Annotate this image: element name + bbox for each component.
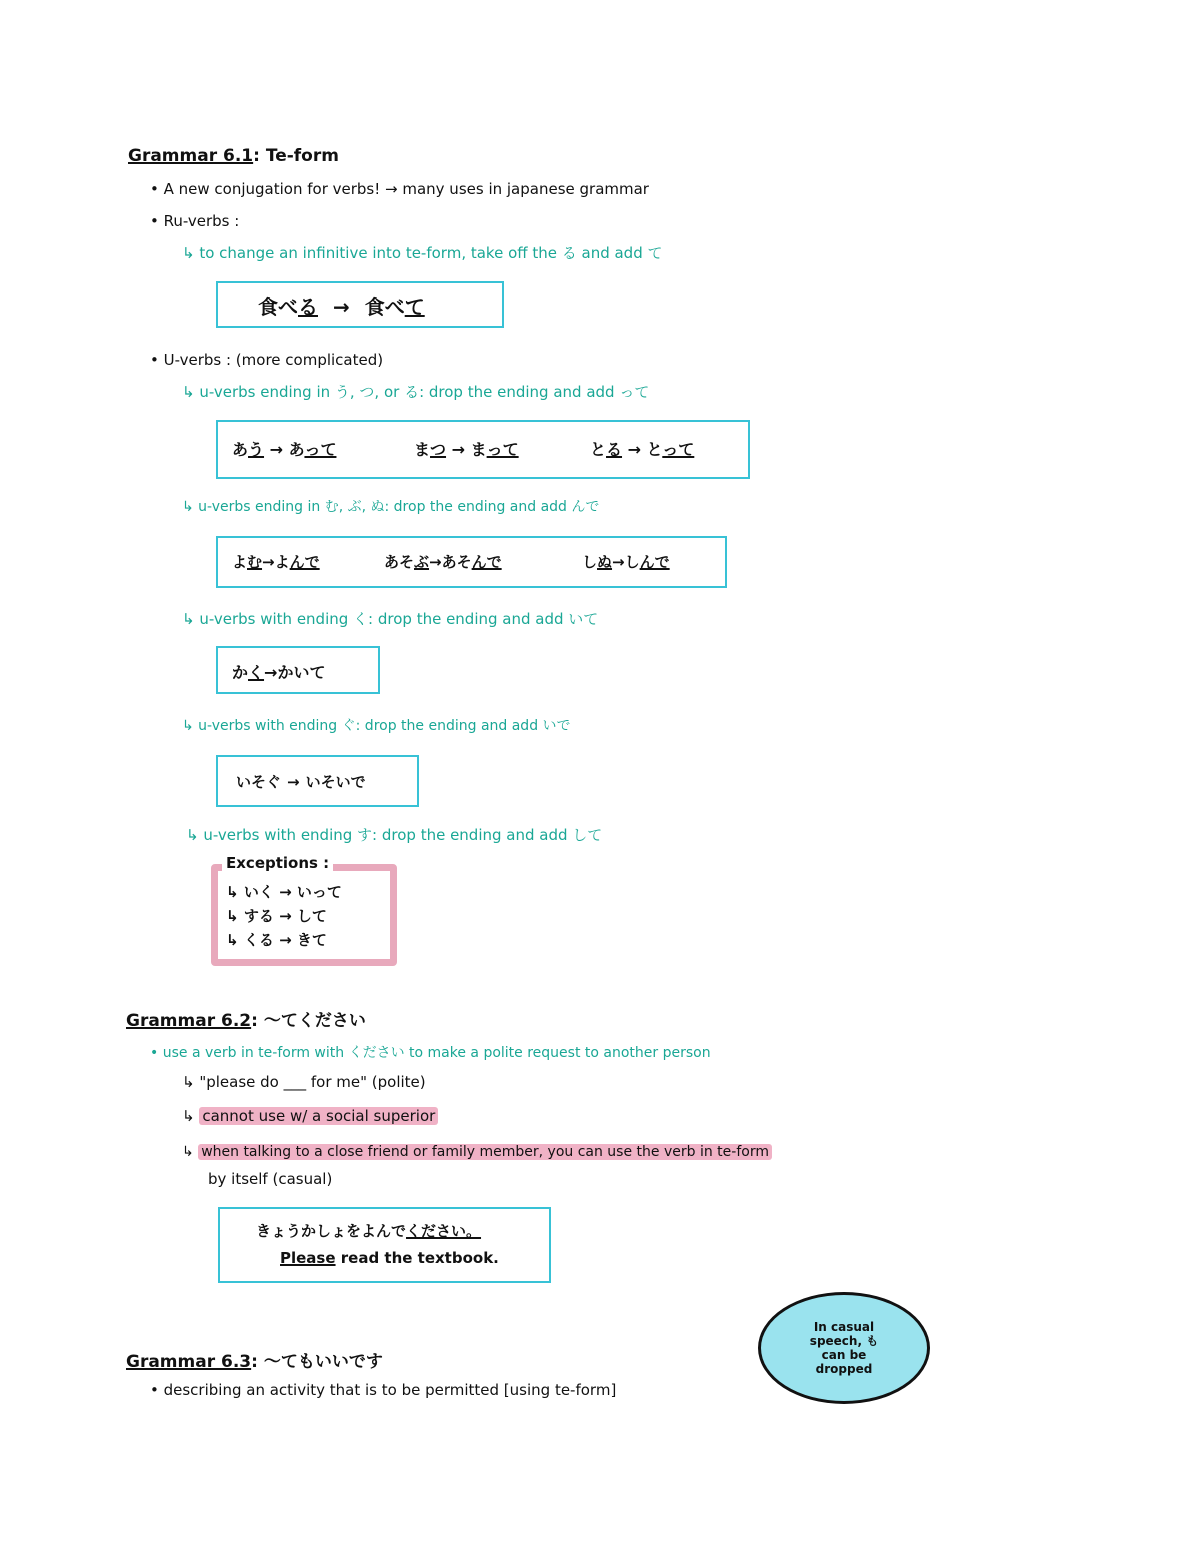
example-ru: 食べる → 食べて <box>258 295 425 319</box>
example-asobu: あそぶ→あそんで <box>384 553 502 571</box>
example-kudasai-jp: きょうかしょをよんでください。 <box>256 1222 482 1240</box>
highlight-casual: when talking to a close friend or family member, you can use the verb in te-form <box>198 1144 772 1160</box>
rule-ku: ↳ u-verbs with ending く: drop the ending and add いて <box>182 610 599 628</box>
heading-grammar-6-3 <box>126 1347 383 1372</box>
heading-title: : ～てください <box>251 1011 366 1031</box>
bullet-polite-request: • use a verb in te-form with ください to make a polite request to another person <box>150 1045 711 1061</box>
exception-iku: ↳ いく → いって <box>226 883 342 901</box>
rule-gu: ↳ u-verbs with ending ぐ: drop the ending and add いで <box>182 718 571 734</box>
note-casual: ↳ when talking to a close friend or family member, you can use the verb in te-form <box>182 1144 772 1160</box>
heading-label: Grammar 6.2 <box>126 1011 252 1031</box>
exceptions-title: Exceptions : <box>222 854 333 872</box>
note-superior: ↳ cannot use w/ a social superior <box>182 1107 438 1125</box>
casual-speech-bubble <box>758 1292 930 1404</box>
bullet-u-verbs: • U-verbs : (more complicated) <box>150 351 384 369</box>
highlight-superior: cannot use w/ a social superior <box>199 1107 438 1125</box>
example-au: あう → あって <box>232 440 337 459</box>
example-box-kudasai <box>218 1207 551 1283</box>
rule-su: ↳ u-verbs with ending す: drop the ending and add して <box>186 826 603 844</box>
rule-ru-verbs: ↳ to change an infinitive into te-form, take off the る and add て <box>182 244 663 262</box>
note-please-do: ↳ "please do ___ for me" (polite) <box>182 1073 426 1091</box>
heading-label: Grammar 6.1 <box>128 146 254 166</box>
bubble-text: In casual speech, も can be dropped <box>809 1320 879 1376</box>
rule-mu-bu-nu: ↳ u-verbs ending in む, ぶ, ぬ: drop the ending and add んで <box>182 499 600 515</box>
heading-title: : Te-form <box>253 146 339 166</box>
exception-suru: ↳ する → して <box>226 907 327 925</box>
example-shinu: しぬ→しんで <box>582 553 670 571</box>
example-isogu: いそぐ → いそいで <box>236 773 366 791</box>
bullet-permitted: • describing an activity that is to be permitted [using te-form] <box>150 1381 617 1399</box>
example-yomu: よむ→よんで <box>232 553 320 571</box>
bullet-ru-verbs: • Ru-verbs : <box>150 212 240 230</box>
heading-title: : ～てもいいです <box>251 1352 383 1372</box>
rule-u-tsu-ru: ↳ u-verbs ending in う, つ, or る: drop the ending and add って <box>182 383 650 401</box>
example-kudasai-en: Please read the textbook. <box>280 1249 499 1267</box>
example-kaku: かく→かいて <box>232 663 326 682</box>
heading-grammar-6-2 <box>126 1006 366 1031</box>
exception-kuru: ↳ くる → きて <box>226 931 327 949</box>
heading-grammar-6-1 <box>128 146 339 166</box>
heading-label: Grammar 6.3 <box>126 1352 252 1372</box>
example-matsu: まつ → まって <box>414 440 519 459</box>
bullet-new-conjugation: • A new conjugation for verbs! → many uses in japanese grammar <box>150 180 649 198</box>
example-toru: とる → とって <box>590 440 695 459</box>
note-casual-cont: by itself (casual) <box>208 1170 333 1188</box>
